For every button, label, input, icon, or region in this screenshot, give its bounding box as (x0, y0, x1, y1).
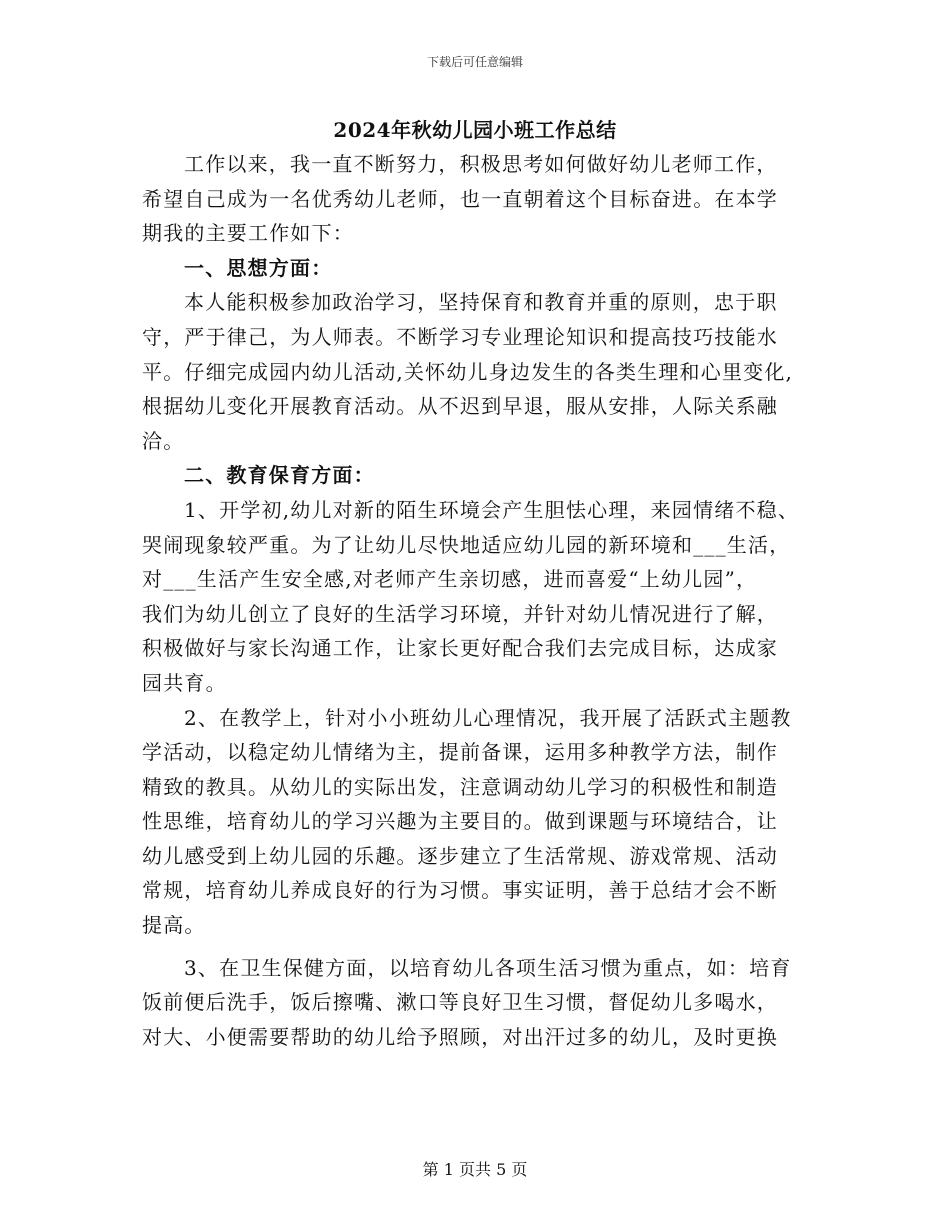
page-footer: 第 1 页共 5 页 (422, 1160, 528, 1179)
item1-line: 哭闹现象较严重。为了让幼儿尽快地适应幼儿园的新环境和___生活， (142, 532, 791, 557)
section1-line: 本人能积极参加政治学习，坚持保育和教育并重的原则，忠于职 (184, 290, 778, 315)
document-body (142, 147, 812, 1054)
item2-line: 幼儿感受到上幼儿园的乐趣。逐步建立了生活常规、游戏常规、活动 (142, 843, 778, 868)
section-heading-thought: 一、思想方面： (184, 255, 333, 280)
item2-line: 2、在教学上，针对小小班幼儿心理情况，我开展了活跃式主题教 (184, 705, 792, 730)
section1-line: 平。仔细完成园内幼儿活动,关怀幼儿身边发生的各类生理和心里变化, (142, 359, 794, 384)
item1-line: 1、开学初,幼儿对新的陌生环境会产生胆怯心理，来园情绪不稳、 (184, 497, 800, 522)
item2-line: 性思维，培育幼儿的学习兴趣为主要目的。做到课题与环境结合，让 (142, 809, 778, 834)
item3-line: 3、在卫生保健方面，以培育幼儿各项生活习惯为重点，如：培育 (184, 955, 792, 980)
intro-line: 工作以来，我一直不断努力，积极思考如何做好幼儿老师工作， (184, 152, 778, 176)
item3-line: 对大、小便需要帮助的幼儿给予照顾，对出汗过多的幼儿，及时更换 (142, 1024, 778, 1049)
section-heading-education: 二、教育保育方面： (184, 463, 375, 488)
intro-line: 希望自己成为一名优秀幼儿老师，也一直朝着这个目标奋进。在本学 (142, 186, 778, 211)
section1-line: 根据幼儿变化开展教育活动。从不迟到早退，服从安排，人际关系融 (142, 394, 778, 419)
item2-line: 提高。 (142, 913, 206, 938)
document-title: 2024年秋幼儿园小班工作总结 (333, 118, 617, 142)
item2-line: 学活动，以稳定幼儿情绪为主，提前备课，运用多种教学方法，制作 (142, 740, 778, 765)
item1-line: 我们为幼儿创立了良好的生活学习环境，并针对幼儿情况进行了解， (142, 601, 778, 626)
item3-line: 饭前便后洗手，饭后擦嘴、漱口等良好卫生习惯，督促幼儿多喝水， (142, 990, 778, 1015)
intro-line: 期我的主要工作如下： (142, 221, 354, 246)
section1-line: 守，严于律己，为人师表。不断学习专业理论知识和提高技巧技能水 (142, 324, 778, 349)
item1-line: 对___生活产生安全感,对老师产生亲切感，进而喜爱“上幼儿园”， (142, 567, 758, 592)
item1-line: 园共育。 (142, 670, 227, 695)
item1-line: 积极做好与家长沟通工作，让家长更好配合我们去完成目标，达成家 (142, 636, 778, 661)
paragraph-gap (142, 943, 812, 951)
item2-line: 精致的教具。从幼儿的实际出发，注意调动幼儿学习的积极性和制造 (142, 774, 778, 799)
section1-line: 洽。 (142, 428, 185, 453)
item2-line: 常规，培育幼儿养成良好的行为习惯。事实证明，善于总结才会不断 (142, 878, 778, 903)
header-note: 下载后可任意编辑 (426, 55, 523, 69)
